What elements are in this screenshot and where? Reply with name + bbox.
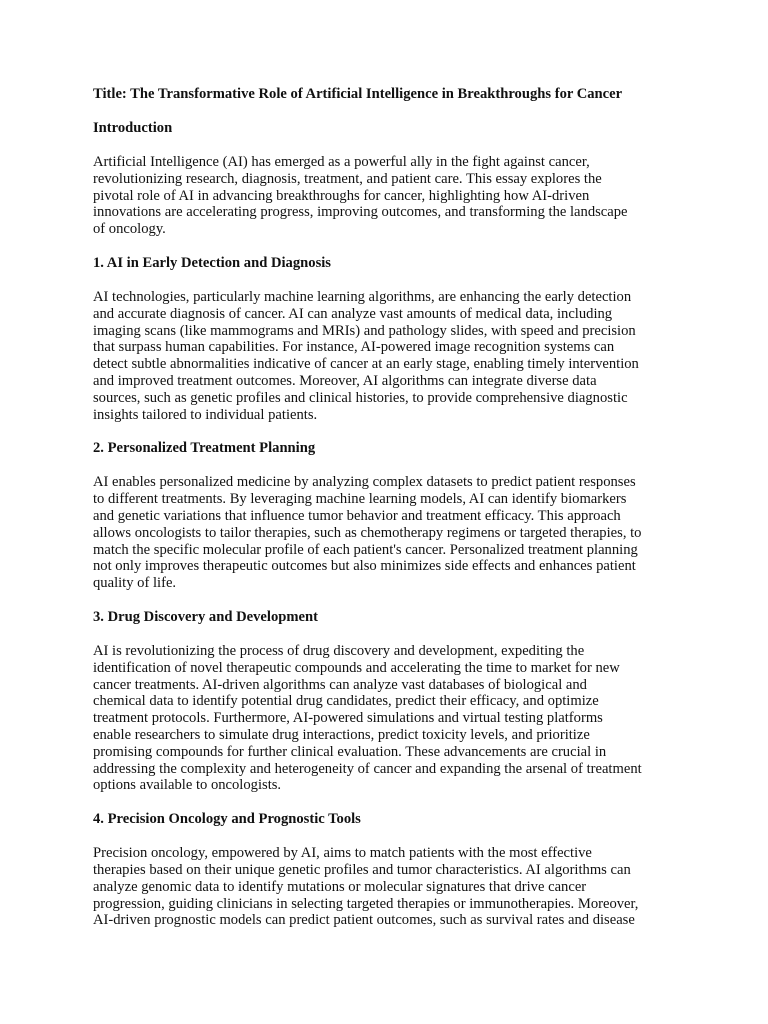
section-heading: Introduction (93, 120, 173, 136)
paragraph-line: options available to oncologists. (93, 777, 282, 794)
paragraph-line: allows oncologists to tailor therapies, such as chemotherapy regimens or targeted therapies, to (93, 524, 642, 541)
paragraph-line: and genetic variations that influence tumor behavior and treatment efficacy. This approach (93, 507, 621, 524)
paragraph-line: of oncology. (93, 221, 166, 238)
paragraph-line: chemical data to identify potential drug candidates, predict their efficacy, and optimize (93, 693, 599, 710)
paragraph-line: progression, guiding clinicians in selecting targeted therapies or immunotherapies. Moreover, (93, 895, 639, 912)
paragraph-line: and accurate diagnosis of cancer. AI can analyze vast amounts of medical data, including (93, 305, 613, 322)
paragraph-line: detect subtle abnormalities indicative of cancer at an early stage, enabling timely intervention (93, 356, 639, 373)
paragraph-line: identification of novel therapeutic compounds and accelerating the time to market for new (93, 659, 620, 676)
paragraph-line: innovations are accelerating progress, improving outcomes, and transforming the landscape (93, 204, 628, 221)
paragraph-line: AI enables personalized medicine by analyzing complex datasets to predict patient responses (93, 474, 636, 491)
paragraph-line: addressing the complexity and heterogeneity of cancer and expanding the arsenal of treatment (93, 760, 642, 777)
paragraph-line: to different treatments. By leveraging machine learning models, AI can identify biomarkers (93, 491, 627, 508)
paragraph-line: cancer treatments. AI-driven algorithms can analyze vast databases of biological and (93, 676, 587, 693)
section-heading: 4. Precision Oncology and Prognostic Tools (93, 811, 361, 828)
paragraph-line: promising compounds for further clinical evaluation. These advancements are crucial in (93, 743, 607, 760)
document-title: Title: The Transformative Role of Artificial Intelligence in Breakthroughs for Cancer (93, 86, 623, 102)
paragraph-line: Precision oncology, empowered by AI, aims to match patients with the most effective (93, 845, 592, 862)
paragraph-line: imaging scans (like mammograms and MRIs) and pathology slides, with speed and precision (93, 322, 636, 339)
paragraph-line: revolutionizing research, diagnosis, treatment, and patient care. This essay explores the (93, 170, 602, 187)
section-heading: 2. Personalized Treatment Planning (93, 440, 316, 457)
paragraph-line: quality of life. (93, 575, 177, 592)
paragraph-line: match the specific molecular profile of each patient's cancer. Personalized treatment planning (93, 541, 638, 558)
section-paragraph (93, 845, 683, 929)
paragraph-line: sources, such as genetic profiles and clinical histories, to provide comprehensive diagnostic (93, 389, 628, 406)
paragraph-line: therapies based on their unique genetic profiles and tumor characteristics. AI algorithms can (93, 861, 631, 878)
paragraph-line: not only improves therapeutic outcomes but also minimizes side effects and enhances patient (93, 558, 636, 575)
paragraph-line: enable researchers to simulate drug interactions, predict toxicity levels, and prioritize (93, 726, 590, 743)
section-paragraph (93, 289, 683, 423)
section-paragraph (93, 154, 683, 238)
section-paragraph (93, 474, 683, 592)
paragraph-line: pivotal role of AI in advancing breakthroughs for cancer, highlighting how AI-driven (93, 187, 590, 204)
paragraph-line: AI technologies, particularly machine learning algorithms, are enhancing the early detection (93, 288, 632, 305)
paragraph-line: analyze genomic data to identify mutations or molecular signatures that drive cancer (93, 878, 587, 895)
section-heading: 3. Drug Discovery and Development (93, 608, 318, 625)
section-paragraph (93, 643, 683, 794)
paragraph-line: Artificial Intelligence (AI) has emerged as a powerful ally in the fight against cancer, (93, 154, 590, 170)
paragraph-line: treatment protocols. Furthermore, AI-powered simulations and virtual testing platforms (93, 710, 603, 727)
paragraph-line: insights tailored to individual patients. (93, 406, 318, 423)
document-page (93, 86, 683, 946)
paragraph-line: AI is revolutionizing the process of drug discovery and development, expediting the (93, 642, 585, 659)
paragraph-line: AI-driven prognostic models can predict patient outcomes, such as survival rates and disease (93, 912, 635, 929)
paragraph-line: that surpass human capabilities. For instance, AI-powered image recognition systems can (93, 339, 615, 356)
paragraph-line: and improved treatment outcomes. Moreover, AI algorithms can integrate diverse data (93, 372, 597, 389)
document-body (93, 120, 683, 929)
section-heading: 1. AI in Early Detection and Diagnosis (93, 254, 331, 271)
